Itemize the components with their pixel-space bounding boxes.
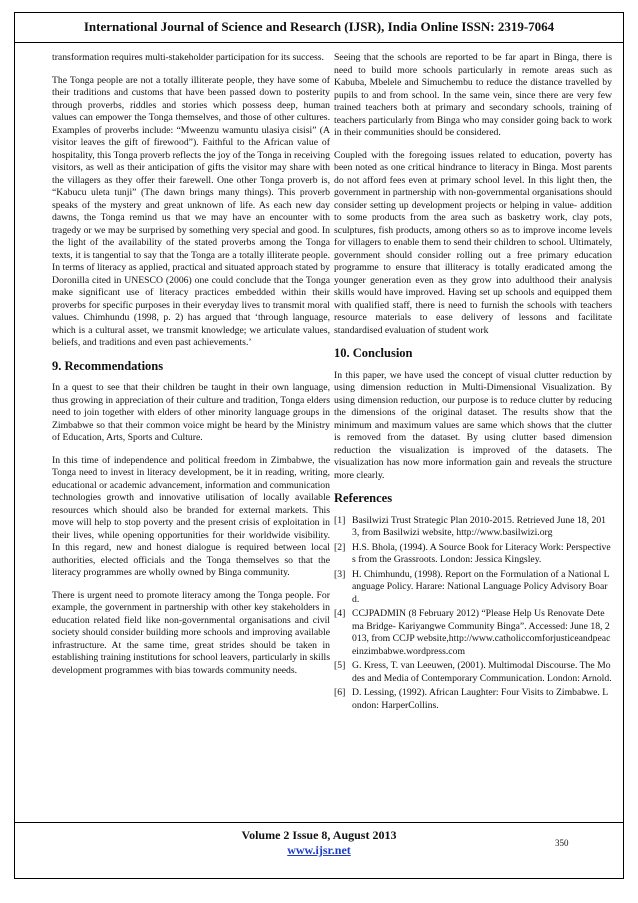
reference-item [334, 515, 612, 540]
reference-number: [1] [334, 514, 346, 526]
reference-number: [2] [334, 541, 346, 553]
journal-website-link[interactable]: www.ijsr.net [287, 843, 351, 857]
reference-item [334, 542, 612, 567]
reference-item [334, 569, 612, 607]
section-heading-conclusion: 10. Conclusion [334, 346, 413, 360]
paragraph: In a quest to see that their children be taught in their own language, thus growing in appreciation of their culture and tradition, Tonga elders need to join together with elders of other minority language groups in Zimbabwe so that their common voice might be heard by the Ministry of Education, Arts, Sports and Culture. [52, 382, 330, 443]
reference-number: [4] [334, 608, 346, 619]
reference-number: [6] [334, 687, 346, 698]
paragraph: transformation requires multi-stakeholder participation for its success. [52, 52, 324, 63]
reference-item [334, 608, 612, 658]
reference-item [334, 687, 612, 712]
journal-header: International Journal of Science and Research (IJSR), India Online ISSN: 2319-7064 [83, 19, 555, 34]
reference-item [334, 660, 612, 685]
section-heading-references: References [334, 491, 393, 505]
reference-list [334, 515, 612, 713]
reference-number: [5] [334, 660, 346, 671]
paragraph: In this paper, we have used the concept of visual clutter reduction by using dimension reduction in Multi-Dimensional Visualization. By using dimension reduction, our purpose is to reduce clutter by reducing the dimensions of the original dataset. The results show that the minimum and maximum values are same which shows that the clutter is removed from the dataset. By using clutter based dimension reduction the visualization is improved of the datasets. The visualization has now more information gain and reveals the structure more clearly. [334, 369, 612, 481]
right-column [334, 52, 612, 714]
paragraph: Seeing that the schools are reported to be far apart in Binga, there is need to build more schools particularly in remote areas such as Kabuba, Mbelele and Simuchembu to reduce the distance travelled by pupils to and from school. In the same vein, since there are very few trained teachers both at primary and secondary schools, training of teachers particularly from Binga who may consider going back to work in their communities should be considered. [334, 52, 612, 138]
issue-info: Volume 2 Issue 8, August 2013 [241, 828, 397, 842]
reference-text: Basilwizi Trust Strategic Plan 2010-2015. Retrieved June 18, 2013, from Basilwizi website, http://www.basilwizi.org [352, 514, 607, 538]
footer-divider [14, 822, 624, 823]
reference-text: D. Lessing, (1992). African Laughter: Four Visits to Zimbabwe. London: HarperCollins. [352, 687, 609, 711]
reference-text: H. Chimhundu, (1998). Report on the Formulation of a National Language Policy. Harare: National Language Policy Advisory Board. [352, 568, 610, 605]
paragraph: Coupled with the foregoing issues related to education, poverty has been noted as one critical hindrance to literacy in Binga. Most parents do not afford fees even at primary school level. In this light then, the government in partnership with non-governmental organisations should consider setting up development projects or helping in value- addition to some products from the area such as basketry work, clay pots, sculptures, fish products, among others so as to improve income levels for villagers to enable them to send their children to school. Ultimately, government should consider rolling out a free primary education programme to ensure that illiteracy is totally eradicated among the younger generation even as they grow into adulthood their analysis skills would have improved. Having set up schools and equipped them with qualified staff, there is need to furnish the schools with teachers resource materials to ease delivery of lessons and facilitate standardised evaluation of student work [334, 149, 612, 336]
reference-text: CCJPADMIN (8 February 2012) “Please Help Us Renovate Detema Bridge- Kariyangwe Community Binga”. Accessed: June 18, 2013, from CCJP website,http://www.catholiccomforjusticeandpeaceinzimbabwe.wordpress.com [352, 608, 611, 657]
header-divider [14, 42, 624, 43]
paragraph: There is urgent need to promote literacy among the Tonga people. For example, the government in partnership with other key stakeholders in education related field like non-governmental organisations and civil society should consider building more schools and improving available infrastructure. At the same time, great strides should be taken in establishing training institutions for school leavers, particularly in skills development programmes with bias towards community needs. [52, 589, 330, 676]
reference-text: G. Kress, T. van Leeuwen, (2001). Multimodal Discourse. The Modes and Media of Contemporary Communication. London: Arnold. [352, 660, 612, 684]
section-heading-recommendations: 9. Recommendations [52, 358, 164, 373]
page-number: 350 [555, 838, 569, 848]
footer [14, 828, 624, 858]
left-column [52, 52, 330, 687]
reference-text: H.S. Bhola, (1994). A Source Book for Literacy Work: Perspectives from the Grassroots. London: Jessica Kingsley. [352, 541, 611, 565]
paragraph: In this time of independence and political freedom in Zimbabwe, the Tonga need to invest in literacy development, be it in reading, writing, educational or academic advancement, information and communication technologies growth and innovative utilisation of locally available resources which should also be branded for external markets. This move will help to stop poverty and the present crisis of exploitation in their lives, while opening opportunities for their worldwide visibility. In this regard, new and honest dialogue is required between local authorities, elected officials and the Tonga themselves so that the literacy programmes are wholly owned by Binga community. [52, 454, 330, 578]
reference-number: [3] [334, 568, 346, 580]
paragraph: The Tonga people are not a totally illiterate people, they have some of their traditions and customs that have been passed down to posterity through proverbs, riddles and stories which possess deep, human values can empower the Tonga themselves, and those of other cultures. Examples of proverbs include: “Mweenzu wamuntu ulasiya cisisi” (A visitor leaves the gift of firewood”). Faithful to the African value of hospitality, this Tonga proverb reflects the joy of the Tonga in receiving visitors, as well as their anticipation of gifts the visitor may share with the villagers as they offer their farewell. One other Tonga proverb is, “Kabucu uleta tunji” (The dawn brings many things). This proverb speaks of the mystery and great unknown of life. As each new day dawns, the Tonga remind us that we may have an encounter with tragedy or we may be surprised by something very special and good. In the light of the availability of the stated proverbs among the Tonga texts, it is tangential to say that the Tonga are a totally illiterate people. In terms of literacy as applied, practical and situated approach stated by Doronilla cited in UNESCO (2006) one could conclude that the Tonga make significant use of literacy practices embedded within their proverbs for specific purposes in their everyday lives to transmit moral values. Chimhundu (1998, p. 2) has argued that ‘through language, which is a cultural asset, we transmit knowledge; we articulate values, beliefs, and traditions and even past achievements.’ [52, 74, 330, 348]
